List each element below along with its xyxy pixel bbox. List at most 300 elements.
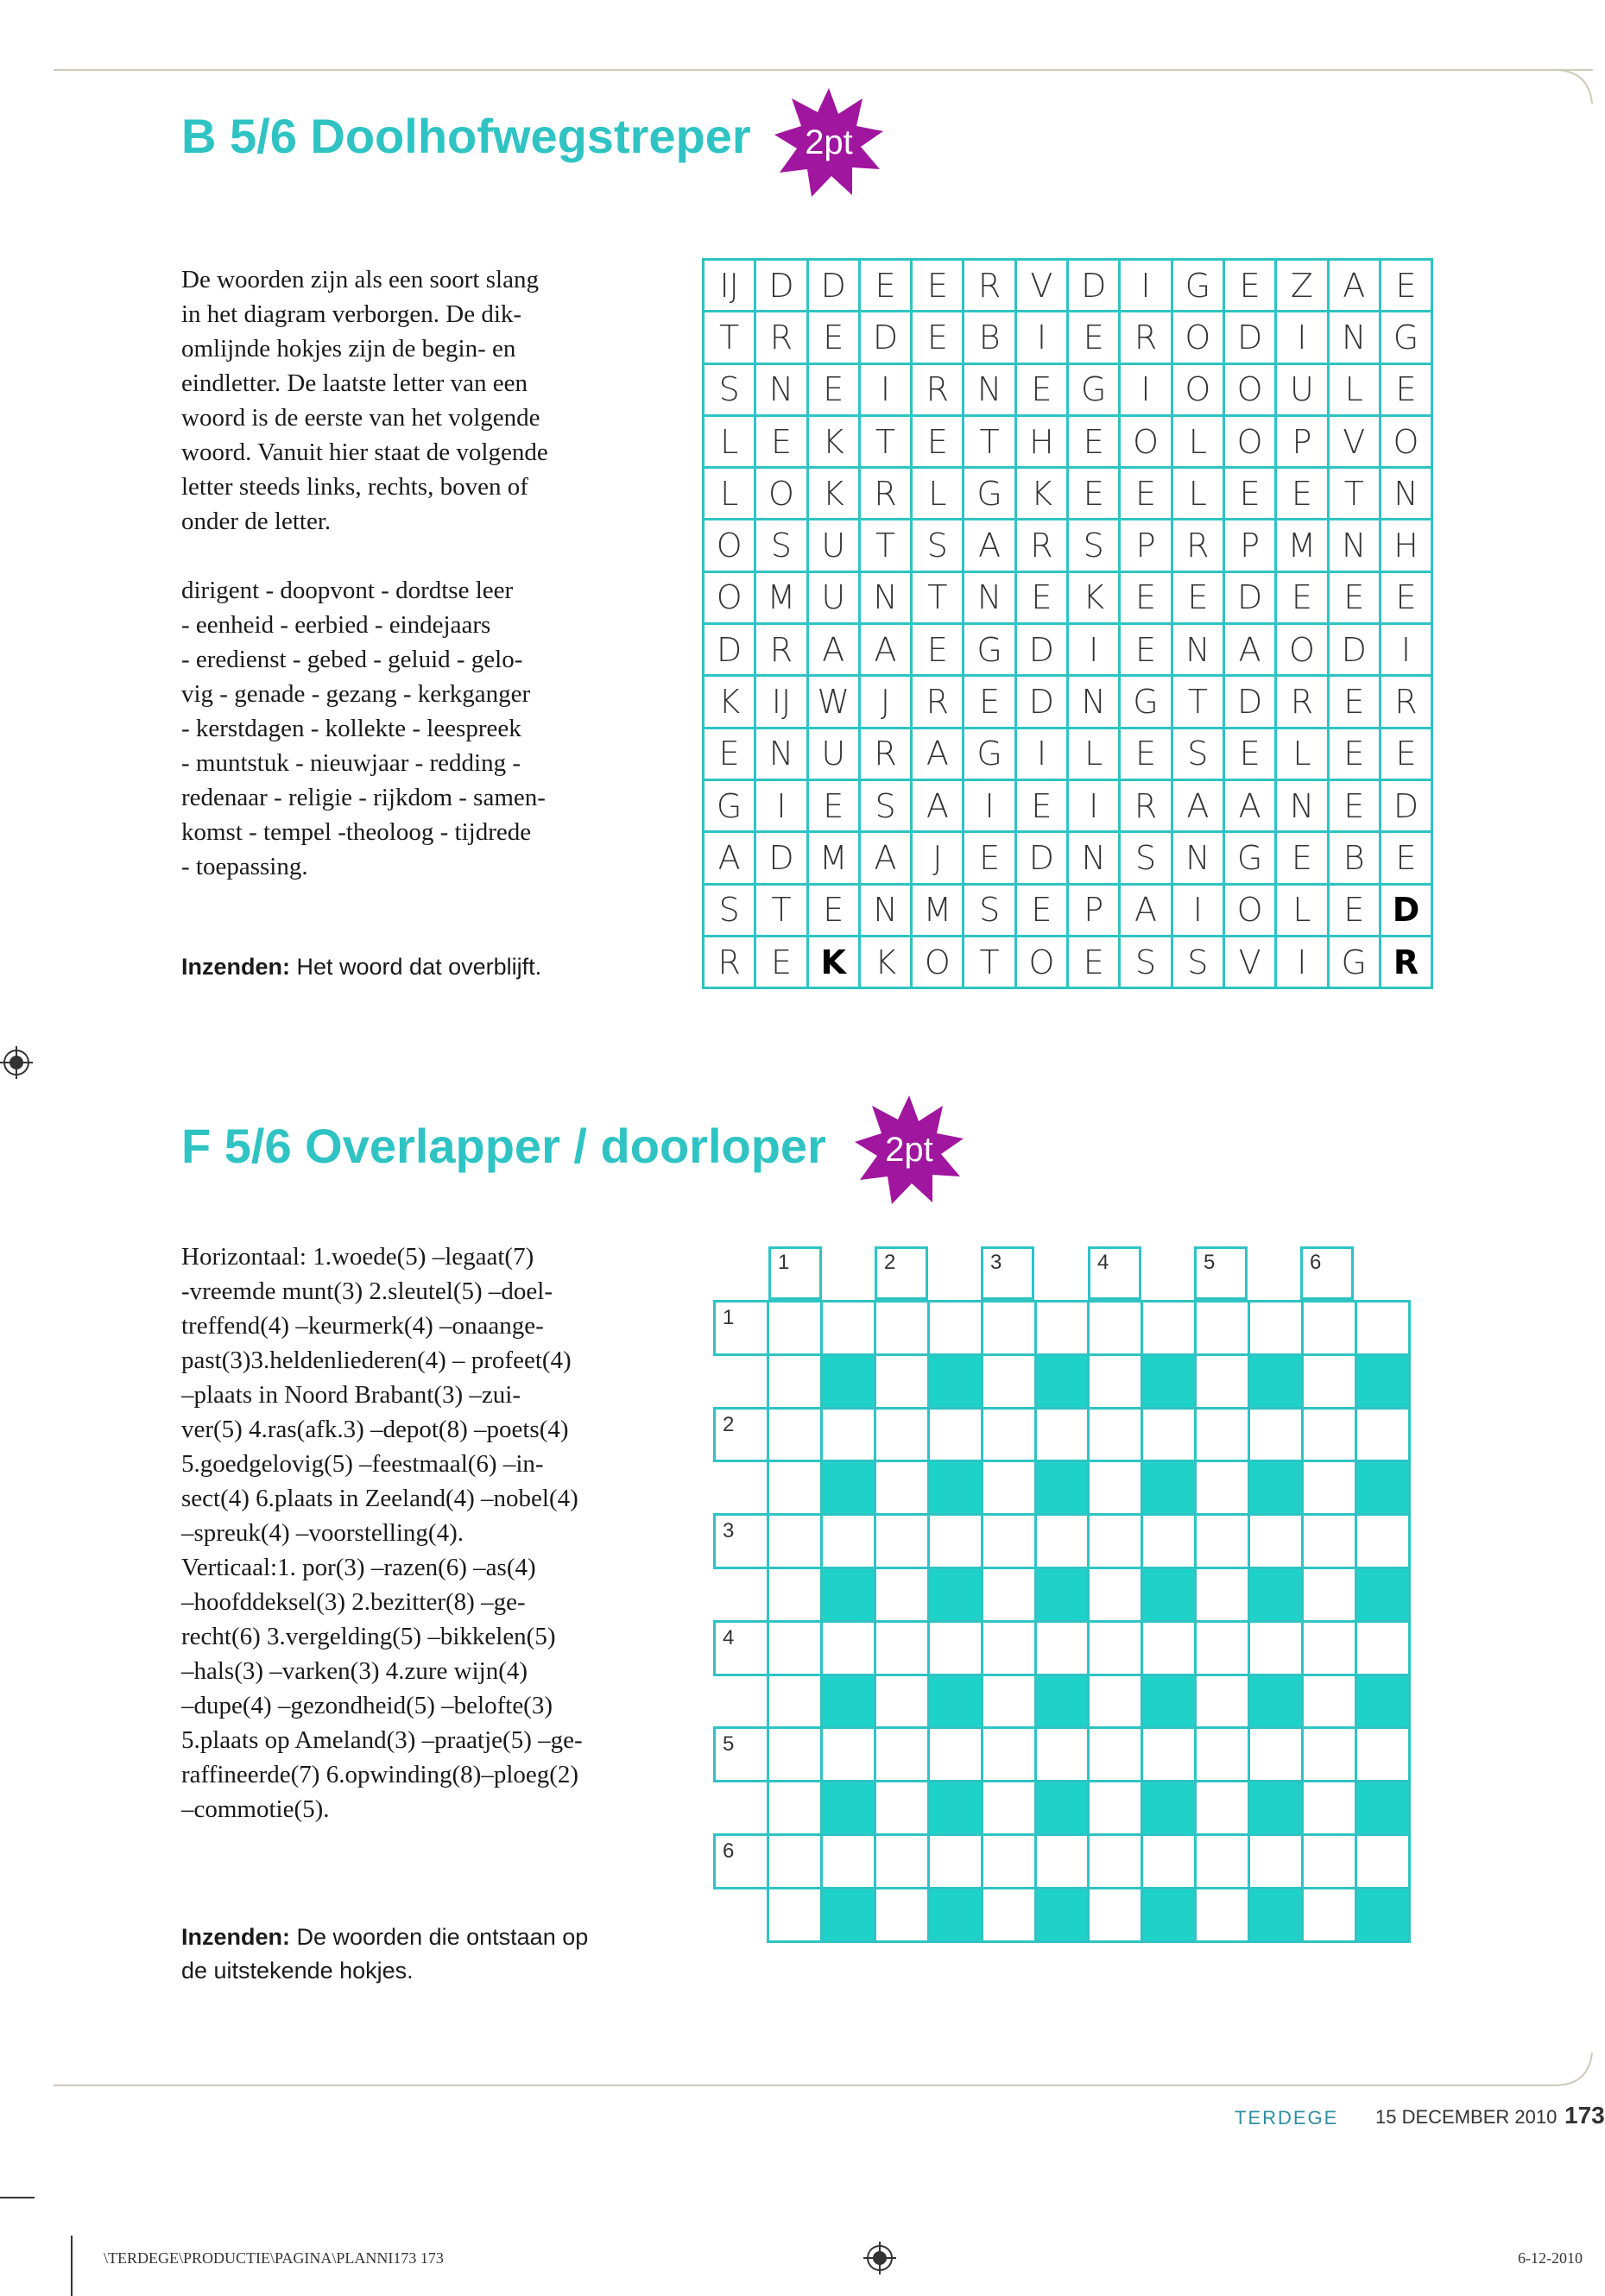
crossword-cell[interactable] xyxy=(1301,1353,1357,1410)
crossword-cell[interactable] xyxy=(1087,1353,1143,1410)
crossword-block xyxy=(927,1567,983,1623)
crossword-cell[interactable] xyxy=(713,1726,769,1782)
grid-cell: E xyxy=(809,365,861,417)
crossword-cell[interactable] xyxy=(1194,1726,1250,1782)
crossword-cell[interactable] xyxy=(981,1887,1037,1943)
crossword-header-cell[interactable] xyxy=(1088,1246,1141,1300)
crossword-cell[interactable] xyxy=(1087,1726,1143,1782)
crossword-block xyxy=(1355,1780,1411,1836)
grid-cell: A xyxy=(913,781,964,833)
section-b-title: B 5/6 Doolhofwegstreper xyxy=(181,109,751,163)
grid-cell: I xyxy=(1277,312,1329,364)
crossword-cell[interactable] xyxy=(1087,1407,1143,1463)
section-b-wordlist: dirigent - doopvont - dordtse leer - eenheid - eerbied - eindejaars - eredienst - gebed - geluid - gelo- vig - genade - gezang - kerkganger - kerstdagen - kollekte - leespreek - muntstuk - nieuwjaar - redding - redenaar - religie - rijkdom - samen- komst - tempel -theoloog - tijdrede - toepassing. xyxy=(181,577,546,880)
grid-cell: N xyxy=(1173,625,1225,677)
crossword-cell[interactable] xyxy=(1301,1620,1357,1676)
crossword-cell[interactable] xyxy=(767,1887,823,1943)
crossword-cell[interactable] xyxy=(820,1300,876,1356)
grid-cell: V xyxy=(1017,261,1069,312)
crossword-block xyxy=(1355,1353,1411,1410)
grid-cell: E xyxy=(809,886,861,937)
grid-cell: T xyxy=(705,312,756,364)
crossword-row-number: 6 xyxy=(723,1839,735,1863)
crossword-col-number: 2 xyxy=(884,1251,896,1274)
grid-cell: A xyxy=(861,833,913,885)
grid-cell: I xyxy=(1069,781,1121,833)
crossword-cell[interactable] xyxy=(981,1513,1037,1569)
crossword-cell[interactable] xyxy=(1087,1620,1143,1676)
grid-cell: T xyxy=(756,886,808,937)
grid-cell: D xyxy=(1330,625,1381,677)
section-f-title: F 5/6 Overlapper / doorloper xyxy=(181,1119,826,1173)
crossword-cell[interactable] xyxy=(1087,1887,1143,1943)
grid-cell: I xyxy=(1121,261,1172,312)
crossword-cell[interactable] xyxy=(981,1460,1037,1516)
bottom-rule-curve xyxy=(1554,2053,1593,2087)
crossword-cell[interactable] xyxy=(820,1513,876,1569)
crossword-cell[interactable] xyxy=(1087,1513,1143,1569)
grid-cell: L xyxy=(1069,729,1121,781)
crossword-cell[interactable] xyxy=(874,1460,930,1516)
grid-cell: O xyxy=(1121,417,1172,469)
slug-path: \TERDEGE\PRODUCTIE\PAGINA\PLANNI173 173 xyxy=(104,2249,444,2267)
crossword-cell[interactable] xyxy=(767,1833,823,1889)
points-badge-f xyxy=(853,1094,965,1206)
grid-cell: U xyxy=(809,573,861,625)
crossword-cell[interactable] xyxy=(1194,1407,1250,1463)
grid-cell: I xyxy=(1017,312,1069,364)
crossword-cell[interactable] xyxy=(1301,1887,1357,1943)
crossword-cell[interactable] xyxy=(767,1567,823,1623)
crossword-cell[interactable] xyxy=(1248,1833,1304,1889)
grid-cell: V xyxy=(1330,417,1381,469)
crossword-cell[interactable] xyxy=(767,1460,823,1516)
crossword-cell[interactable] xyxy=(767,1726,823,1782)
crossword-block xyxy=(820,1567,876,1623)
section-b-submit-text: Het woord dat overblijft. xyxy=(290,954,542,980)
crossword-cell[interactable] xyxy=(1301,1513,1357,1569)
grid-cell: K xyxy=(809,937,861,989)
word-search-grid xyxy=(702,258,1433,989)
crossword-block xyxy=(927,1674,983,1730)
crossword-cell[interactable] xyxy=(1141,1620,1197,1676)
crossword-cell[interactable] xyxy=(1301,1567,1357,1623)
section-f-submit-text: De woorden die ontstaan op de uitstekende hokjes. xyxy=(181,1924,589,1984)
crossword-cell[interactable] xyxy=(1194,1353,1250,1410)
grid-cell: D xyxy=(1381,886,1433,937)
grid-cell: R xyxy=(964,261,1016,312)
crossword-header-cell[interactable] xyxy=(981,1246,1034,1300)
grid-cell: E xyxy=(1277,573,1329,625)
grid-cell: P xyxy=(1225,520,1277,572)
grid-cell: G xyxy=(964,469,1016,520)
grid-cell: I xyxy=(1173,886,1225,937)
crossword-cell[interactable] xyxy=(1355,1407,1411,1463)
grid-cell: S xyxy=(861,781,913,833)
grid-cell: D xyxy=(809,261,861,312)
crossword-cell[interactable] xyxy=(927,1407,983,1463)
crossword-cell[interactable] xyxy=(1087,1833,1143,1889)
crossword-col-number: 6 xyxy=(1310,1251,1322,1274)
grid-cell: I xyxy=(756,781,808,833)
grid-cell: O xyxy=(1381,417,1433,469)
grid-cell: N xyxy=(1069,677,1121,729)
grid-cell: D xyxy=(1225,573,1277,625)
crossword-cell[interactable] xyxy=(1194,1460,1250,1516)
grid-cell: G xyxy=(1381,312,1433,364)
grid-cell: A xyxy=(1225,781,1277,833)
crossword-cell[interactable] xyxy=(1248,1513,1304,1569)
crossword-cell[interactable] xyxy=(927,1300,983,1356)
grid-cell: I xyxy=(964,781,1016,833)
crossword-cell[interactable] xyxy=(1194,1567,1250,1623)
grid-cell: D xyxy=(1381,781,1433,833)
crossword-header-cell[interactable] xyxy=(768,1246,822,1300)
crossword-block xyxy=(1248,1887,1304,1943)
crossword-cell[interactable] xyxy=(981,1780,1037,1836)
crossword-cell[interactable] xyxy=(874,1780,930,1836)
crossword-cell[interactable] xyxy=(1194,1780,1250,1836)
crossword-cell[interactable] xyxy=(1087,1780,1143,1836)
grid-cell: M xyxy=(809,833,861,885)
grid-cell: T xyxy=(964,937,1016,989)
grid-cell: K xyxy=(705,677,756,729)
crossword-row-number: 3 xyxy=(723,1519,735,1543)
crossword-cell[interactable] xyxy=(981,1567,1037,1623)
crossword-cell[interactable] xyxy=(1034,1620,1090,1676)
crossword-cell[interactable] xyxy=(927,1620,983,1676)
grid-cell: E xyxy=(1069,469,1121,520)
grid-cell: E xyxy=(1330,729,1381,781)
grid-cell: E xyxy=(1381,365,1433,417)
crossword-cell[interactable] xyxy=(874,1887,930,1943)
crossword-cell[interactable] xyxy=(874,1833,930,1889)
crossword-cell[interactable] xyxy=(767,1674,823,1730)
grid-cell: T xyxy=(1173,677,1225,729)
grid-cell: S xyxy=(705,365,756,417)
crossword-block xyxy=(1141,1353,1197,1410)
crossword-cell[interactable] xyxy=(713,1407,769,1463)
crossword-block xyxy=(820,1674,876,1730)
grid-cell: T xyxy=(1330,469,1381,520)
crossword-cell[interactable] xyxy=(1141,1407,1197,1463)
grid-cell: N xyxy=(756,365,808,417)
grid-cell: A xyxy=(1330,261,1381,312)
grid-cell: Z xyxy=(1277,261,1329,312)
grid-cell: L xyxy=(913,469,964,520)
crossword-cell[interactable] xyxy=(927,1833,983,1889)
crossword-cell[interactable] xyxy=(1087,1300,1143,1356)
crossword-block xyxy=(1355,1567,1411,1623)
grid-cell: U xyxy=(809,729,861,781)
grid-cell: E xyxy=(1330,781,1381,833)
crossword-cell[interactable] xyxy=(981,1353,1037,1410)
crossword-cell[interactable] xyxy=(1034,1300,1090,1356)
crossword-cell[interactable] xyxy=(1355,1620,1411,1676)
grid-cell: K xyxy=(809,417,861,469)
grid-cell: E xyxy=(1225,729,1277,781)
crossword-cell[interactable] xyxy=(1034,1407,1090,1463)
crossword-cell[interactable] xyxy=(874,1300,930,1356)
crossword-cell[interactable] xyxy=(713,1300,769,1356)
crossword-cell[interactable] xyxy=(874,1513,930,1569)
grid-cell: E xyxy=(1173,573,1225,625)
crossword-cell[interactable] xyxy=(1301,1674,1357,1730)
grid-cell: E xyxy=(1017,365,1069,417)
crossword-cell[interactable] xyxy=(767,1300,823,1356)
grid-cell: E xyxy=(861,261,913,312)
crossword-cell[interactable] xyxy=(1355,1513,1411,1569)
grid-row xyxy=(705,886,1433,937)
grid-cell: N xyxy=(964,573,1016,625)
grid-cell: E xyxy=(1381,261,1433,312)
grid-cell: N xyxy=(1381,469,1433,520)
crossword-cell[interactable] xyxy=(874,1353,930,1410)
grid-cell: N xyxy=(1330,312,1381,364)
grid-cell: R xyxy=(1121,781,1172,833)
points-badge-b-label: 2pt xyxy=(805,123,853,161)
grid-row xyxy=(705,365,1433,417)
footer-date: 15 DECEMBER 2010 xyxy=(1375,2106,1558,2128)
crossword-cell[interactable] xyxy=(1248,1300,1304,1356)
crossword-cell[interactable] xyxy=(927,1726,983,1782)
grid-cell: K xyxy=(861,937,913,989)
crossword-block xyxy=(1355,1674,1411,1730)
crossword-cell[interactable] xyxy=(1087,1567,1143,1623)
crossword-block xyxy=(1248,1674,1304,1730)
crossword-cell[interactable] xyxy=(1355,1833,1411,1889)
grid-cell: E xyxy=(1381,729,1433,781)
grid-row xyxy=(705,520,1433,572)
crossword-cell[interactable] xyxy=(1194,1674,1250,1730)
grid-cell: A xyxy=(1225,625,1277,677)
grid-cell: R xyxy=(705,937,756,989)
crossword-cell[interactable] xyxy=(1034,1833,1090,1889)
crossword-col-number: 4 xyxy=(1097,1251,1109,1274)
crossword-block xyxy=(820,1887,876,1943)
grid-cell: S xyxy=(913,520,964,572)
crossword-cell[interactable] xyxy=(820,1407,876,1463)
crossword-block xyxy=(927,1887,983,1943)
slug-print-date: 6-12-2010 xyxy=(1518,2249,1583,2267)
grid-cell: E xyxy=(1381,833,1433,885)
crossword-cell[interactable] xyxy=(1194,1620,1250,1676)
section-b-intro: De woorden zijn als een soort slang in het diagram verborgen. De dik- omlijnde hokjes zijn de begin- en eindletter. De laatste letter van een woord is de eerste van het volgende woord. Vanuit hier staat de volgende letter steeds links, rechts, boven of onder de letter. xyxy=(181,266,548,535)
bottom-rule xyxy=(54,2085,1560,2086)
crossword-cell[interactable] xyxy=(1301,1726,1357,1782)
crossword-cell[interactable] xyxy=(767,1513,823,1569)
crossword-cell[interactable] xyxy=(1141,1833,1197,1889)
grid-cell: K xyxy=(809,469,861,520)
crossword-cell[interactable] xyxy=(981,1300,1037,1356)
crossword-cell[interactable] xyxy=(981,1407,1037,1463)
grid-row xyxy=(705,573,1433,625)
grid-cell: I xyxy=(1121,365,1172,417)
footer-page-number: 173 xyxy=(1564,2102,1605,2129)
grid-cell: H xyxy=(1381,520,1433,572)
crossword-block xyxy=(1034,1353,1090,1410)
grid-cell: L xyxy=(705,469,756,520)
crossword-header-cell[interactable] xyxy=(1194,1246,1248,1300)
crossword-cell[interactable] xyxy=(927,1513,983,1569)
crossword-cell[interactable] xyxy=(820,1726,876,1782)
crossword-cell[interactable] xyxy=(874,1567,930,1623)
grid-cell: G xyxy=(1225,833,1277,885)
grid-cell: L xyxy=(1277,886,1329,937)
crossword-block xyxy=(1355,1460,1411,1516)
crossword-header-cell[interactable] xyxy=(875,1246,928,1300)
crossword-cell[interactable] xyxy=(1141,1726,1197,1782)
grid-cell: D xyxy=(1017,625,1069,677)
crossword-cell[interactable] xyxy=(981,1620,1037,1676)
grid-cell: E xyxy=(1330,886,1381,937)
grid-cell: A xyxy=(1121,886,1172,937)
grid-cell: I xyxy=(1017,729,1069,781)
grid-cell: K xyxy=(1017,469,1069,520)
grid-cell: S xyxy=(1173,937,1225,989)
grid-cell: P xyxy=(1277,417,1329,469)
crossword-cell[interactable] xyxy=(1301,1780,1357,1836)
grid-cell: S xyxy=(1121,833,1172,885)
grid-cell: O xyxy=(913,937,964,989)
crossword-block xyxy=(1355,1887,1411,1943)
grid-cell: O xyxy=(1225,365,1277,417)
grid-cell: G xyxy=(1069,365,1121,417)
grid-cell: S xyxy=(1121,937,1172,989)
crossword-block xyxy=(927,1780,983,1836)
crossword-cell[interactable] xyxy=(767,1620,823,1676)
crossword-cell[interactable] xyxy=(767,1780,823,1836)
crossword-block xyxy=(1141,1887,1197,1943)
grid-row xyxy=(705,781,1433,833)
crossword-cell[interactable] xyxy=(767,1353,823,1410)
crossword-cell[interactable] xyxy=(874,1407,930,1463)
grid-cell: R xyxy=(1173,520,1225,572)
crossword-cell[interactable] xyxy=(1141,1300,1197,1356)
grid-cell: E xyxy=(756,417,808,469)
crossword-cell[interactable] xyxy=(1355,1300,1411,1356)
grid-cell: R xyxy=(1121,312,1172,364)
section-f-clues: Horizontaal: 1.woede(5) –legaat(7) -vreemde munt(3) 2.sleutel(5) –doel- treffend(4) –keurmerk(4) –onaange- past(3)3.heldenliederen(4) – profeet(4) –plaats in Noord Brabant(3) –zui- ver(5) 4.ras(afk.3) –depot(8) –poets(4) 5.goedgelovig(5) –feestmaal(6) –in- sect(4) 6.plaats in Zeeland(4) –nobel(4) –spreuk(4) –voorstelling(4). Verticaal:1. por(3) –razen(6) –as(4) –hoofddeksel(3) 2.bezitter(8) –ge- recht(6) 3.vergelding(5) –bikkelen(5) –hals(3) –varken(3) 4.zure wijn(4) –dupe(4) –gezondheid(5) –belofte(3) 5.plaats op Ameland(3) –praatje(5) –ge- raffineerde(7) 6.opwinding(8)–ploeg(2) –commotie(5). xyxy=(181,1243,583,1823)
crossword-cell[interactable] xyxy=(1034,1513,1090,1569)
crossword-cell[interactable] xyxy=(713,1513,769,1569)
grid-cell: E xyxy=(1330,573,1381,625)
crossword-cell[interactable] xyxy=(713,1620,769,1676)
crossword-header-cell[interactable] xyxy=(1300,1246,1354,1300)
grid-cell: E xyxy=(705,729,756,781)
grid-cell: E xyxy=(1121,625,1172,677)
crossword-cell[interactable] xyxy=(1141,1513,1197,1569)
grid-cell: G xyxy=(964,729,1016,781)
crossword-cell[interactable] xyxy=(820,1620,876,1676)
grid-cell: IJ xyxy=(705,261,756,312)
crossword-block xyxy=(1034,1887,1090,1943)
crossword-cell[interactable] xyxy=(1194,1887,1250,1943)
grid-cell: R xyxy=(756,312,808,364)
grid-cell: N xyxy=(861,573,913,625)
crossword-cell[interactable] xyxy=(1194,1833,1250,1889)
grid-cell: A xyxy=(913,729,964,781)
crossword-cell[interactable] xyxy=(1301,1407,1357,1463)
slug-left-tick xyxy=(0,2197,35,2198)
grid-cell: R xyxy=(861,469,913,520)
grid-cell: U xyxy=(1277,365,1329,417)
grid-row xyxy=(705,625,1433,677)
crossword-cell[interactable] xyxy=(1355,1726,1411,1782)
top-rule-curve xyxy=(1554,69,1593,108)
crossword-block xyxy=(1248,1780,1304,1836)
grid-cell: A xyxy=(809,625,861,677)
crossword-cell[interactable] xyxy=(1194,1300,1250,1356)
crossword-cell[interactable] xyxy=(1087,1674,1143,1730)
crossword-cell[interactable] xyxy=(1301,1300,1357,1356)
crossword-cell[interactable] xyxy=(1301,1460,1357,1516)
grid-cell: E xyxy=(1121,729,1172,781)
grid-cell: D xyxy=(756,261,808,312)
grid-cell: D xyxy=(1225,677,1277,729)
crossword-cell[interactable] xyxy=(874,1620,930,1676)
grid-cell: A xyxy=(705,833,756,885)
crossword-cell[interactable] xyxy=(1248,1407,1304,1463)
section-b-submit-label: Inzenden: xyxy=(181,954,290,980)
crossword-cell[interactable] xyxy=(820,1833,876,1889)
crossword-cell[interactable] xyxy=(1034,1726,1090,1782)
crossword-cell[interactable] xyxy=(1248,1620,1304,1676)
crossword-block xyxy=(927,1353,983,1410)
crossword-cell[interactable] xyxy=(981,1674,1037,1730)
grid-cell: N xyxy=(861,886,913,937)
crossword-cell[interactable] xyxy=(1248,1726,1304,1782)
crossword-block xyxy=(927,1460,983,1516)
grid-cell: M xyxy=(1277,520,1329,572)
crossword-row-number: 4 xyxy=(723,1625,735,1649)
grid-cell: E xyxy=(1069,937,1121,989)
grid-cell: E xyxy=(1381,573,1433,625)
grid-cell: R xyxy=(913,677,964,729)
grid-cell: E xyxy=(913,625,964,677)
section-f-submit-label: Inzenden: xyxy=(181,1924,290,1950)
crossword-cell[interactable] xyxy=(767,1407,823,1463)
grid-cell: E xyxy=(1225,469,1277,520)
grid-cell: H xyxy=(1017,417,1069,469)
grid-cell: G xyxy=(1173,261,1225,312)
grid-cell: E xyxy=(1017,781,1069,833)
grid-cell: N xyxy=(756,729,808,781)
crossword-cell[interactable] xyxy=(874,1674,930,1730)
crossword-block xyxy=(820,1780,876,1836)
grid-cell: T xyxy=(964,417,1016,469)
grid-cell: O xyxy=(705,520,756,572)
crossword-cell[interactable] xyxy=(1194,1513,1250,1569)
grid-cell: E xyxy=(913,417,964,469)
grid-cell: D xyxy=(1017,677,1069,729)
crossword-block xyxy=(1141,1567,1197,1623)
grid-cell: R xyxy=(1277,677,1329,729)
grid-row xyxy=(705,677,1433,729)
crossword-cell[interactable] xyxy=(713,1833,769,1889)
grid-cell: E xyxy=(1069,312,1121,364)
crossword-cell[interactable] xyxy=(1087,1460,1143,1516)
crossword-block xyxy=(1034,1780,1090,1836)
crossword-cell[interactable] xyxy=(874,1726,930,1782)
grid-cell: L xyxy=(1330,365,1381,417)
crossword-block xyxy=(820,1353,876,1410)
grid-cell: E xyxy=(1225,261,1277,312)
crossword-block xyxy=(1141,1674,1197,1730)
crossword-cell[interactable] xyxy=(981,1833,1037,1889)
crossword-cell[interactable] xyxy=(981,1726,1037,1782)
crossword-cell[interactable] xyxy=(1301,1833,1357,1889)
